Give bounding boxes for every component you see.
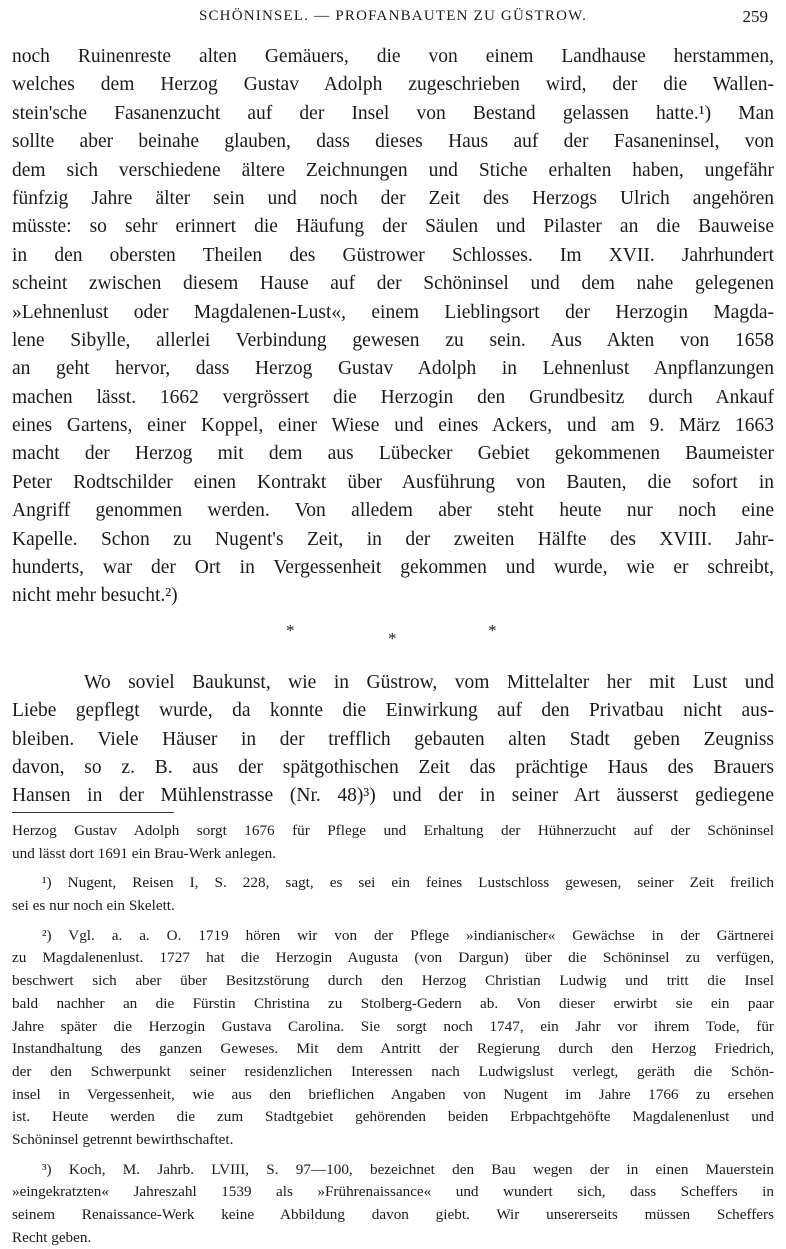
text-line: eines Gartens, einer Koppel, einer Wiese und eines Ackers, und am 9. März 1663 (12, 415, 774, 437)
text-line: Peter Rodtschilder einen Kontrakt über Ausführung von Bauten, die sofort in (12, 471, 774, 493)
footnote-line: insel in Vergessenheit, wie aus den brieflichen Angaben von Nugent im Jahre 1766 zu ersehen (12, 1085, 774, 1103)
text-line: hunderts, war der Ort in Vergessenheit gekommen und wurde, wie er schreibt, (12, 557, 774, 579)
text-line: Liebe gepflegt wurde, da konnte die Einwirkung auf den Privatbau nicht aus- (12, 700, 774, 722)
footnote-line: Herzog Gustav Adolph sorgt 1676 für Pflege und Erhaltung der Hühnerzucht auf der Schöninsel (12, 822, 774, 839)
text-line: davon, so z. B. aus der spätgothischen Zeit das prächtige Haus des Brauers (12, 756, 774, 778)
paragraph-1 (12, 43, 774, 611)
footnote-line: seinem Renaissance-Werk keine Abbildung davon giebt. Wir unsererseits müssen Scheffers (12, 1206, 774, 1223)
text-line: an geht hervor, dass Herzog Gustav Adolph in Lehnenlust Anpflanzungen (12, 358, 774, 380)
text-line: scheint zwischen diesem Hause auf der Schöninsel und dem nahe gelegenen (12, 273, 774, 295)
footnote-rule (12, 812, 174, 813)
text-line: machen lässt. 1662 vergrössert die Herzogin den Grundbesitz durch Ankauf (12, 386, 774, 408)
text-line: Hansen in der Mühlenstrasse (Nr. 48)³) und der in seiner Art äusserst gediegene (12, 785, 774, 807)
footnote-line: ²) Vgl. a. a. O. 1719 hören wir von der Pflege »indianischer« Gewächse in der Gärtnerei (42, 926, 774, 944)
footnote-line: beschwert sich aber über Besitzstörung durch den Herzog Christian Ludwig und tritt die Insel (12, 972, 774, 990)
footnote-line: Jahre später die Herzogin Gustava Carolina. Sie sorgt noch 1747, ein Jahr vor ihrem Tode, für (12, 1017, 774, 1035)
text-line: stein'sche Fasanenzucht auf der Insel von Bestand gelassen hatte.¹) Man (12, 102, 774, 124)
page-number: 259 (742, 7, 768, 26)
text-line: noch Ruinenreste alten Gemäuers, die von einem Landhause herstammen, (12, 46, 774, 67)
page-header (0, 8, 786, 30)
footnote-continuation (12, 820, 774, 865)
text-line: welches dem Herzog Gustav Adolph zugeschrieben wird, der die Wallen- (12, 74, 774, 96)
paragraph-2 (12, 669, 774, 811)
footnotes (12, 820, 774, 1249)
text-line: müsste: so sehr erinnert die Häufung der Säulen und Pilaster an die Bauweise (12, 216, 774, 238)
text-line: lene Sibylle, allerlei Verbindung gewesen zu sein. Aus Akten von 1658 (12, 329, 774, 351)
footnote-line: Instandhaltung des ganzen Geweses. Mit dem Antritt der Regierung durch den Herzog Friedrich, (12, 1040, 774, 1058)
section-separator (12, 611, 774, 669)
footnote-line: ist. Heute werden die zum Stadtgebiet gehörenden beiden Erbpachtgehöfte Magdalenenlust und (12, 1108, 774, 1126)
text-line: sollte aber beinahe glauben, dass dieses Haus auf der Fasaneninsel, von (12, 131, 774, 153)
asterisk: * (388, 628, 397, 648)
footnote-line: und lässt dort 1691 ein Brau-Werk anlegen. (12, 844, 277, 862)
text-line: dem sich verschiedene ältere Zeichnungen und Stiche erhalten haben, ungefähr (12, 159, 774, 181)
footnote-line: sei es nur noch ein Skelett. (12, 897, 175, 915)
footnote-line: bald nachher an die Fürstin Christina zu Stolberg-Gedern ab. Von dieser erwirbt sie ein paar (12, 994, 774, 1012)
asterisk: * (286, 620, 295, 640)
footnote-line: der den Schwerpunkt seiner residenzlichen Interessen nach Ludwigslust verlegt, geräth die Schön- (12, 1062, 774, 1080)
footnote-line: zu Magdalenenlust. 1727 hat die Herzogin Augusta (von Dargun) über die Schöninsel zu verfügen, (12, 949, 774, 967)
footnote-line: ³) Koch, M. Jahrb. LVIII, S. 97—100, bezeichnet den Bau wegen der in einen Mauerstein (42, 1160, 774, 1178)
text-line: macht der Herzog mit dem aus Lübecker Gebiet gekommenen Baumeister (12, 443, 774, 465)
footnote-line: Schöninsel getrennt bewirthschaftet. (12, 1130, 234, 1148)
text-line: Wo soviel Baukunst, wie in Güstrow, vom Mittelalter her mit Lust und (84, 671, 774, 693)
running-title: SCHÖNINSEL. — PROFANBAUTEN ZU GÜSTROW. (198, 8, 588, 24)
footnote-line: ¹) Nugent, Reisen I, S. 228, sagt, es sei ein feines Lustschloss gewesen, seiner Zeit freilich (42, 874, 774, 892)
text-line: bleiben. Viele Häuser in der trefflich gebauten alten Stadt geben Zeugniss (12, 728, 774, 750)
footnote-2 (12, 925, 774, 1152)
text-line: fünfzig Jahre älter sein und noch der Zeit des Herzogs Ulrich angehören (12, 187, 774, 209)
footnote-line: »eingekratzten« Jahreszahl 1539 als »Frührenaissance« und wundert sich, dass Scheffers in (12, 1183, 774, 1201)
text-line: Angriff genommen werden. Von alledem aber steht heute nur noch eine (12, 500, 774, 522)
asterisk: * (488, 620, 497, 640)
footnote-line: Recht geben. (12, 1228, 92, 1246)
text-line: nicht mehr besucht.²) (12, 585, 178, 607)
main-text (12, 43, 774, 811)
text-line: »Lehnenlust oder Magdalenen-Lust«, einem Lieblingsort der Herzogin Magda- (12, 301, 774, 323)
text-line: in den obersten Theilen des Güstrower Schlosses. Im XVII. Jahrhundert (12, 244, 774, 266)
footnote-3 (12, 1159, 774, 1249)
footnote-1 (12, 872, 774, 917)
text-line: Kapelle. Schon zu Nugent's Zeit, in der zweiten Hälfte des XVIII. Jahr- (12, 528, 774, 550)
